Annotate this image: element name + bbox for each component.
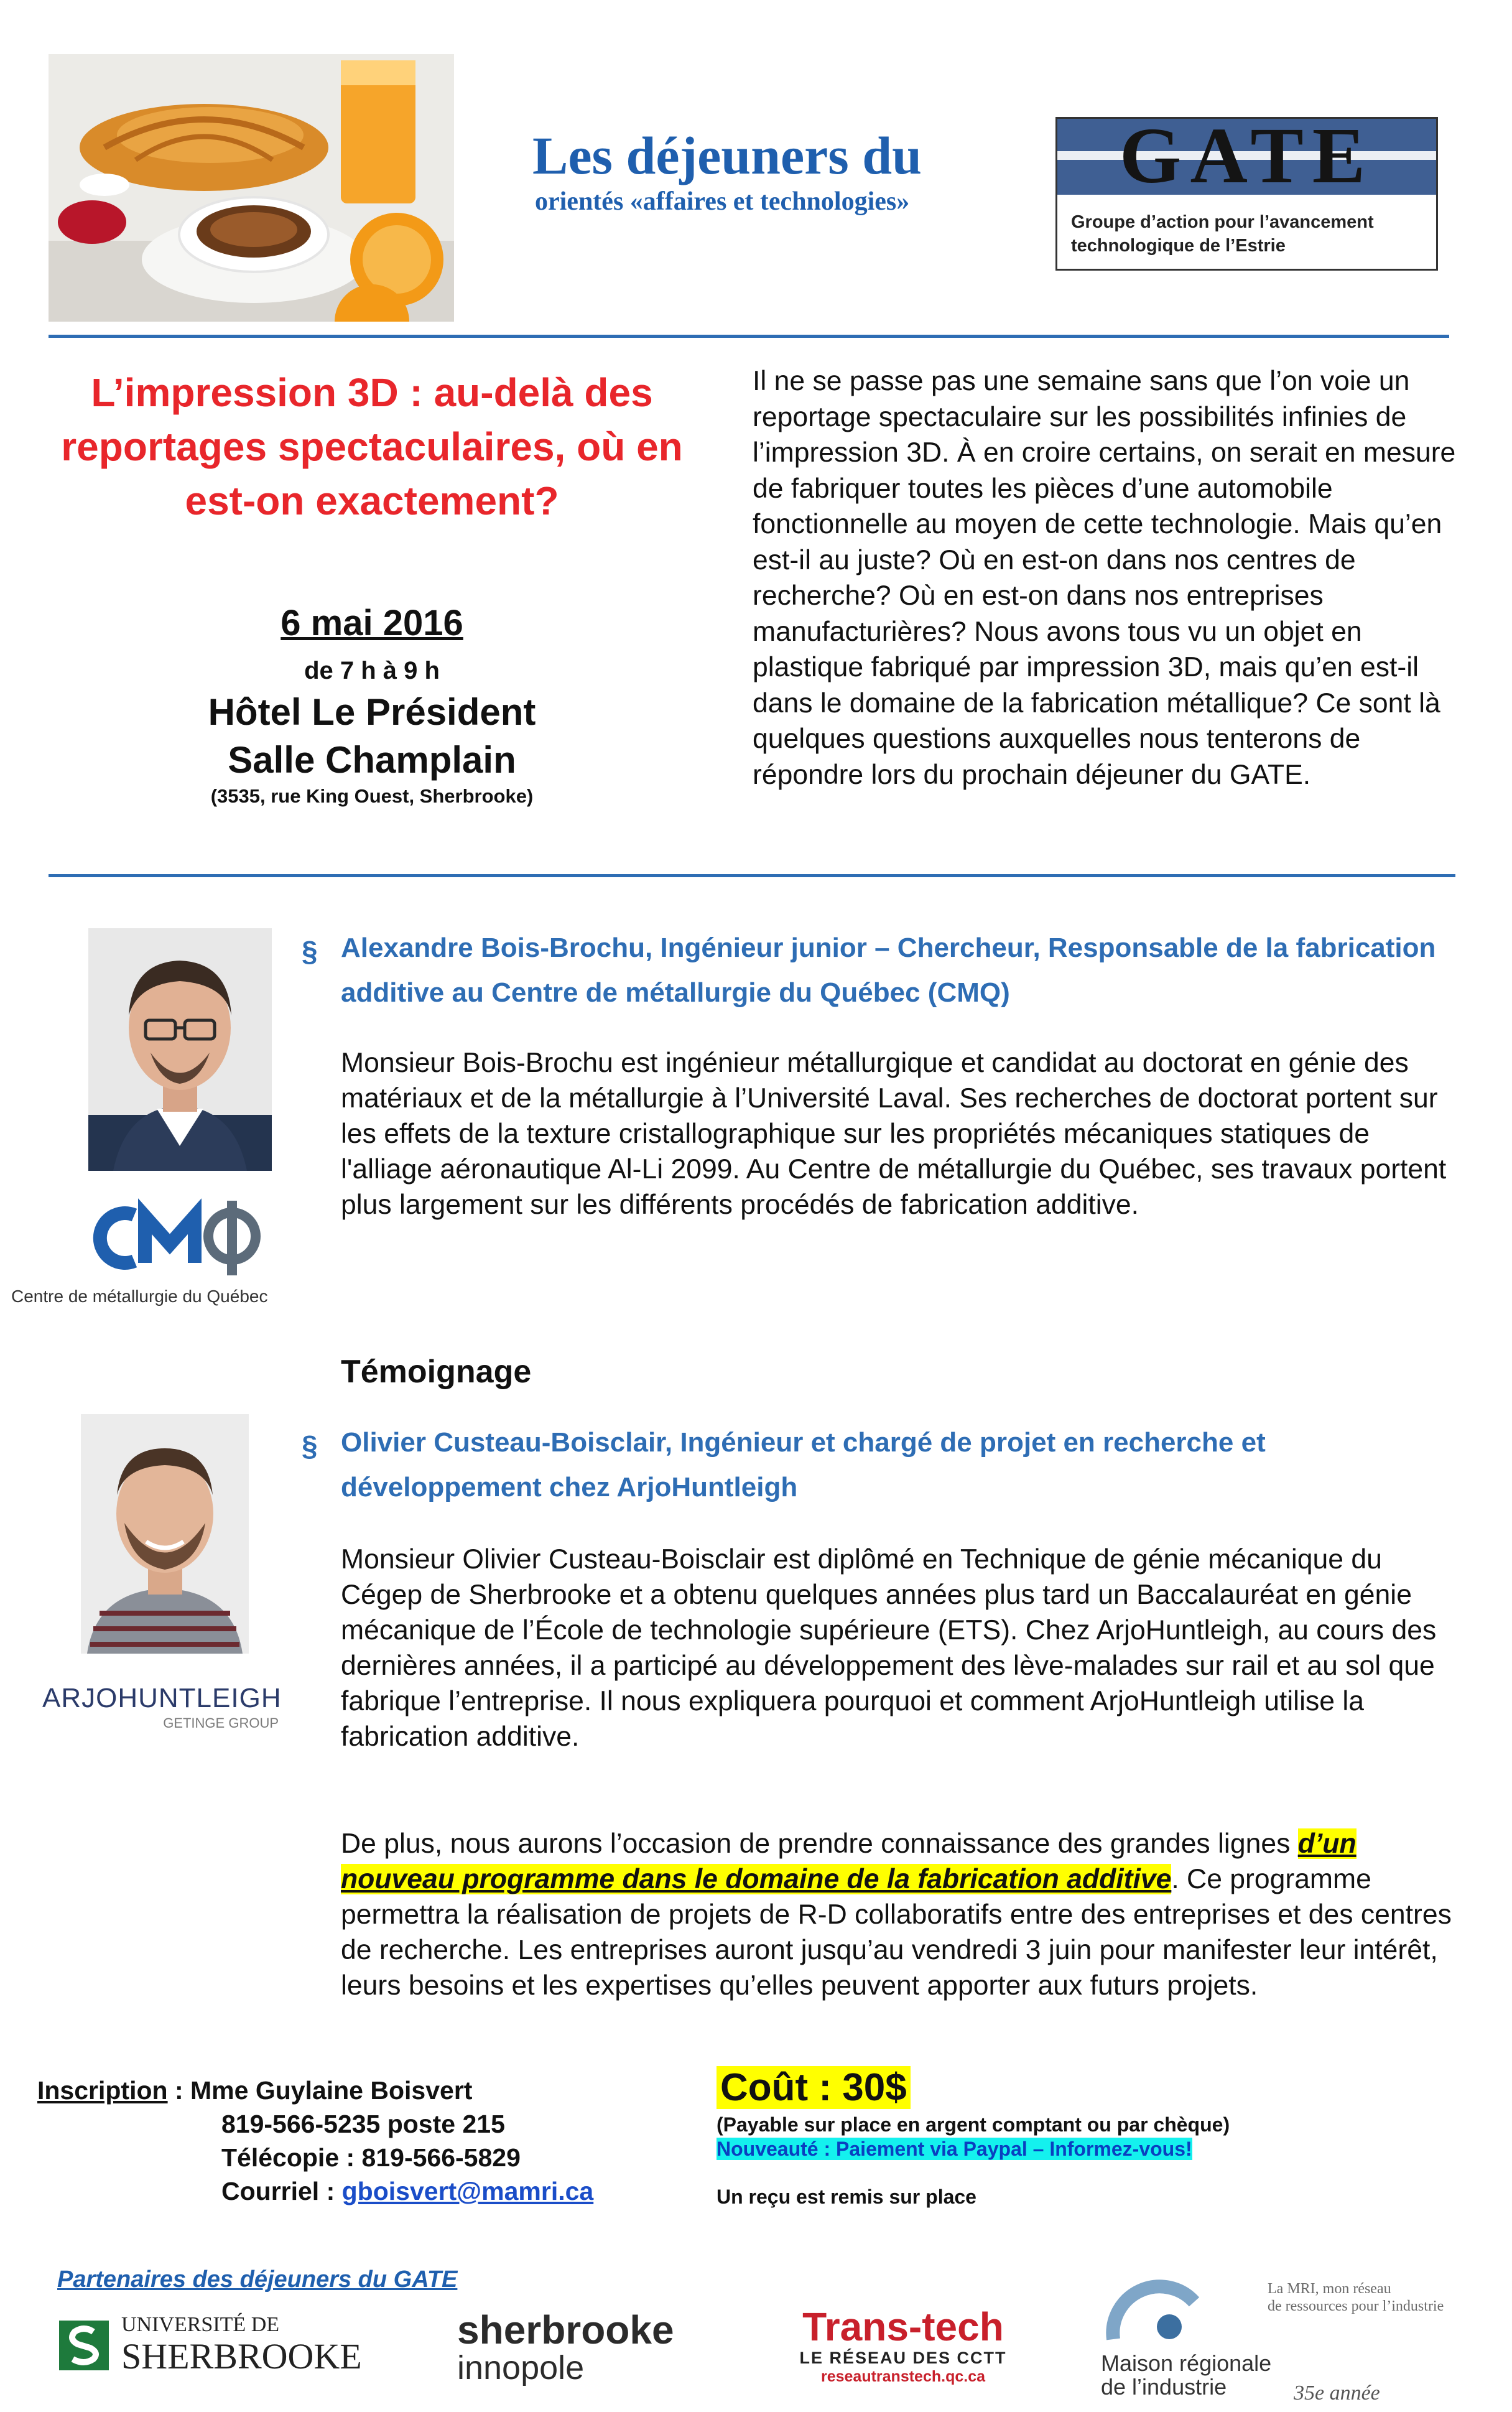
mri-tagline2: de ressources pour l’industrie <box>1268 2298 1444 2314</box>
page-title: Les déjeuners du <box>532 126 922 185</box>
mri-logo[interactable] <box>1101 2277 1449 2408</box>
event-venue-name: Hôtel Le Président <box>208 691 536 733</box>
inscription-contact: Mme Guylaine Boisvert <box>190 2076 473 2105</box>
innopole-line2: innopole <box>457 2349 585 2386</box>
event-time: de 7 h à 9 h <box>304 657 440 684</box>
event-venue <box>49 688 695 784</box>
arjohuntleigh-logo <box>42 1683 291 1758</box>
event-date: 6 mai 2016 <box>281 603 463 643</box>
testimony-photo <box>81 1414 249 1654</box>
arjohuntleigh-logo-main: ARJOHUNTLEIGH <box>42 1683 282 1713</box>
speaker1-name: Alexandre Bois-Brochu, Ingénieur junior – Chercheur, Responsable de la fabrication additive au Centre de métallurgie du Québec (CMQ) <box>341 933 1436 1008</box>
page-subtitle: orientés «affaires et technologies» <box>535 187 910 216</box>
breakfast-photo <box>49 54 454 322</box>
udes-shield-icon <box>59 2321 109 2370</box>
event-address: (3535, rue King Ouest, Sherbrooke) <box>210 785 534 807</box>
cost-payment: (Payable sur place en argent comptant ou par chèque) <box>717 2113 1230 2136</box>
event-intro: Il ne se passe pas une semaine sans que l’on voie un reportage spectaculaire sur les possibilités infinies de l’impression 3D. À en croire certains, on serait en mesure de fabriquer toutes les pièces d’une automobile fonctionnelle au moyen de cette technologie. Mais qu’en est-il au juste? Où en est-on dans nos centres de recherche? Où en est-on dans nos entreprises manufacturières? Nous avons tous vu un objet en plastique fabriqué par impression 3D, mais qu’en est-il dans le domaine de la fabrication métallique? Ce sont là quelques questions auxquelles nous tenterons de répondre lors du prochain déjeuner du GATE. <box>753 366 1456 790</box>
transtech-logo[interactable] <box>797 2305 1009 2386</box>
event-room: Salle Champlain <box>228 739 516 781</box>
transtech-url: reseautranstech.qc.ca <box>820 2368 986 2385</box>
gate-logo-line1: Groupe d’action pour l’avancement <box>1071 212 1374 232</box>
cost-paypal: Nouveauté : Paiement via Paypal – Informez-vous! <box>717 2138 1192 2160</box>
top-divider <box>49 335 1449 338</box>
mri-name1: Maison régionale <box>1101 2350 1272 2376</box>
arjohuntleigh-logo-sub: GETINGE GROUP <box>163 1715 279 1731</box>
inscription-email-link[interactable]: gboisvert@mamri.ca <box>341 2177 594 2205</box>
transtech-tag: LE RÉSEAU DES CCTT <box>799 2349 1007 2367</box>
program-highlight: d’un nouveau programme dans le domaine de la fabrication additive <box>341 1828 1357 1894</box>
cmq-logo-caption: Centre de métallurgie du Québec <box>11 1287 268 1306</box>
cmq-logo <box>11 1198 279 1316</box>
mri-tagline1: La MRI, mon réseau <box>1268 2281 1391 2297</box>
inscription-block <box>37 2074 593 2208</box>
mri-year: 35e année <box>1294 2382 1380 2405</box>
inscription-email-label: Courriel : <box>221 2177 342 2205</box>
middle-divider <box>49 874 1455 877</box>
gate-logo-line2: technologique de l’Estrie <box>1071 236 1286 256</box>
innopole-logo[interactable] <box>457 2309 706 2384</box>
cost-block <box>717 2065 1230 2209</box>
inscription-fax: Télécopie : 819-566-5829 <box>221 2143 521 2172</box>
event-title: L’impression 3D : au-delà des reportages spectaculaires, où en est-on exactement? <box>61 370 683 523</box>
cost-receipt: Un reçu est remis sur place <box>717 2186 976 2208</box>
inscription-separator: : <box>167 2076 191 2105</box>
gate-logo <box>1055 111 1438 271</box>
inscription-label: Inscription <box>37 2076 168 2105</box>
partners-heading: Partenaires des déjeuners du GATE <box>57 2266 458 2293</box>
testimony-name: Olivier Custeau-Boisclair, Ingénieur et chargé de projet en recherche et développement chez ArjoHuntleigh <box>341 1427 1266 1502</box>
transtech-name: Trans-tech <box>802 2304 1004 2349</box>
gate-logo-word: GATE <box>1119 111 1375 200</box>
speaker1-bio: Monsieur Bois-Brochu est ingénieur métallurgique et candidat au doctorat en génie des matériaux et de la métallurgie à l’Université Laval. Ses recherches de doctorat portent sur les effets de la texture cristallographique sur les propriétés mécaniques statiques de l'alliage aéronautique Al-Li 2099. Au Centre de métallurgie du Québec, ses travaux portent plus largement sur les différents procédés de fabrication additive. <box>341 1048 1447 1220</box>
mri-name2: de l’industrie <box>1101 2374 1227 2400</box>
cost-label: Coût : 30$ <box>717 2066 911 2109</box>
udes-logo[interactable] <box>59 2313 383 2382</box>
speaker-photo <box>88 928 272 1171</box>
testimony-bio: Monsieur Olivier Custeau-Boisclair est diplômé en Technique de génie mécanique du Cégep de Sherbrooke et a obtenu quelques années plus tard un Baccalauréat en génie mécanique de l’École de technologie supérieure (ETS). Chez ArjoHuntleigh, au cours des dernières années, il a participé au développement des lève-malades sur rail et au sol que fabrique l’entreprise. Il nous expliquera pourquoi et comment ArjoHuntleigh utilise la fabrication additive. <box>341 1544 1437 1752</box>
speaker1-bullet: § <box>302 935 318 967</box>
innopole-line1: sherbrooke <box>457 2307 674 2352</box>
gate-logo-band <box>1057 111 1436 200</box>
inscription-phone: 819-566-5235 poste 215 <box>221 2110 505 2138</box>
testimony-bullet: § <box>302 1430 318 1462</box>
udes-line1: UNIVERSITÉ DE <box>121 2313 280 2336</box>
program-paragraph <box>341 1826 1460 2003</box>
program-text-after: . Ce programme permettra la réalisation de projets de R-D collaboratifs entre des entreprises et des centres de recherche. Les entreprises auront jusqu’au vendredi 3 juin pour manifester leur intérêt, leurs besoins et les expertises qu’elles peuvent apporter aux futurs projets. <box>341 1864 1452 2001</box>
program-text-before: De plus, nous aurons l’occasion de prendre connaissance des grandes lignes <box>341 1828 1298 1859</box>
mri-logo-icon <box>1101 2277 1225 2345</box>
udes-line2: SHERBROOKE <box>121 2336 362 2377</box>
testimony-heading: Témoignage <box>341 1354 532 1390</box>
